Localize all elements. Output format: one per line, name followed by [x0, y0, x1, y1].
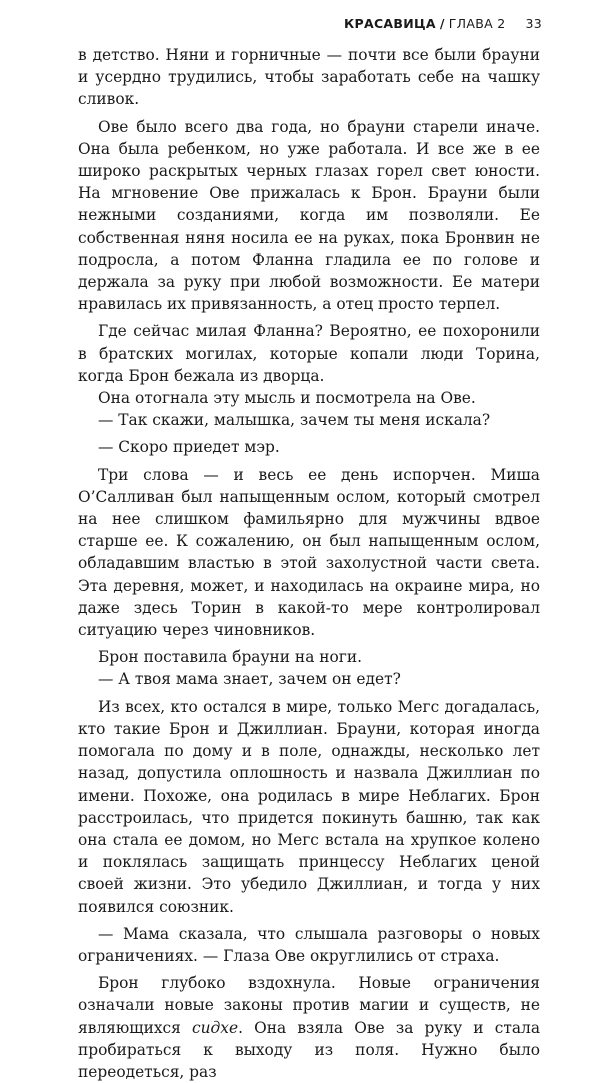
paragraph-1: в детство. Няни и горничные — почти все были брауни и усердно трудились, чтобы заработать себе на чашку сливок. — [78, 46, 540, 109]
paragraph-4: Она отогнала эту мысль и посмотрела на Ове. — [98, 389, 476, 408]
paragraph-11: — Мама сказала, что слышала разговоры о новых ограничениях. — Глаза Ове округлились от страха. — [78, 924, 540, 965]
paragraph-12-end: . Она взяла Ове за руку и стала пробираться к выходу из поля. Нужно было переодеться, раз — [78, 1018, 540, 1081]
header-separator: / — [439, 16, 445, 31]
running-header — [344, 16, 542, 31]
paragraph-6: — Скоро приедет мэр. — [98, 438, 280, 457]
paragraph-5: — Так скажи, малышка, зачем ты меня искала? — [98, 411, 491, 430]
paragraph-12-start: Брон глубоко вздохнула. Новые ограничения означали новые законы против магии и существ, не являющихся — [78, 974, 540, 1037]
body-text — [78, 44, 540, 1083]
paragraph-3: Где сейчас милая Фланна? Вероятно, ее похоронили в братских могилах, которые копали люди Торина, когда Брон бежала из дворца. — [78, 322, 540, 385]
paragraph-12-emphasis: сидхе — [192, 1018, 239, 1037]
paragraph-2: Ове было всего два года, но брауни старели иначе. Она была ребенком, но уже работала. И все же в ее широко раскрытых черных глазах горел свет юности. На мгновение Ове прижалась к Брон. Брауни были нежными созданиями, когда им позволяли. Ее собственная няня носила ее на руках, пока Бронвин не подросла, а потом Фланна гладила ее по голове и держала за руку при любой возможности. Ее матери нравилась их привязанность, а отец просто терпел. — [78, 117, 540, 314]
page-number: 33 — [525, 16, 542, 31]
paragraph-8: Брон поставила брауни на ноги. — [98, 648, 363, 667]
paragraph-10: Из всех, кто остался в мире, только Мегс догадалась, кто такие Брон и Джиллиан. Брауни, которая иногда помогала по дому и в поле, однажды, несколько лет назад, допустила оплошность и назвала Джиллиан по имени. Похоже, она родилась в мире Неблагих. Брон расстроилась, что придется покинуть башню, так как она стала ее домом, но Мегс встала на хрупкое колено и поклялась защищать принцессу Неблагих ценой своей жизни. Это убедило Джиллиан, и тогда у них появился союзник. — [78, 697, 540, 916]
book-title: КРАСАВИЦА — [344, 16, 436, 31]
paragraph-7: Три слова — и весь ее день испорчен. Миша О’Салливан был напыщенным ослом, который смотрел на нее слишком фамильярно для мужчины вдвое старше ее. К сожалению, он был напыщенным ослом, обладавшим властью в этой захолустной части света. Эта деревня, может, и находилась на окраине мира, но даже здесь Торин в какой-то мере контролировал ситуацию через чиновников. — [78, 465, 540, 640]
paragraph-12 — [78, 972, 540, 1083]
chapter-label: ГЛАВА 2 — [448, 16, 506, 31]
paragraph-9: — А твоя мама знает, зачем он едет? — [98, 670, 401, 689]
